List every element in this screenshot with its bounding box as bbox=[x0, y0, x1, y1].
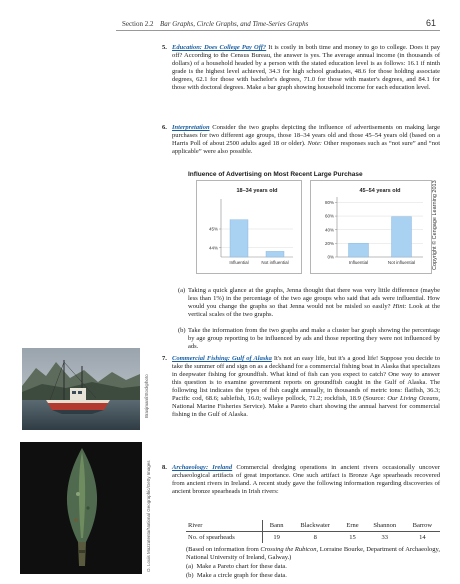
part-text: Take the information from the two graphs and make a cluster bar graph showing the percentage by age group reporting to be influenced by ads and those reporting they were not influenced by ads. bbox=[188, 327, 440, 350]
exercise-title: Archaeology: Ireland bbox=[172, 464, 233, 471]
chart-caption: Influence of Advertising on Most Recent Large Purchase bbox=[188, 171, 363, 178]
exercise-6 bbox=[162, 124, 440, 156]
exercise-8-part-b: (b) Make a circle graph for these data. bbox=[186, 572, 287, 579]
source-text: (Based on information from bbox=[186, 546, 261, 553]
exercise-8-part-a: (a) Make a Pareto chart for these data. bbox=[186, 563, 287, 570]
exercise-number: 5. bbox=[162, 44, 167, 51]
note-label: Note: bbox=[307, 140, 322, 147]
table-cell: 33 bbox=[381, 534, 388, 541]
exercise-7 bbox=[162, 355, 440, 419]
hint-label: Hint: bbox=[392, 303, 407, 310]
chart-title: 18–34 years old bbox=[236, 188, 278, 194]
photo-credit-spearhead: O. Louis Mazzatenta/National Geographic/Getty Images bbox=[146, 460, 151, 572]
table-cell: 19 bbox=[273, 534, 280, 541]
table-cell: 15 bbox=[349, 534, 356, 541]
table-header-cell: Shannon bbox=[365, 520, 405, 532]
table-header-cell: Barrow bbox=[405, 520, 440, 532]
page-number: 61 bbox=[426, 18, 437, 28]
table-header-row bbox=[186, 520, 440, 532]
table-header-cell: Bann bbox=[263, 520, 290, 532]
exercise-title: Commercial Fishing: Gulf of Alaska bbox=[172, 355, 272, 362]
chart-title: 45–54 years old bbox=[359, 188, 401, 194]
exercise-title: Interpretation bbox=[172, 124, 210, 131]
exercise-number: 6. bbox=[162, 124, 167, 131]
exercise-text: It is costly in both time and money to go to college. Does it pay off? According to the Census Bureau, the answer is yes. The average annual income (in thousands of dollars) of a household headed by a person with the stated education level is as follows: 16.1 if ninth grade is the highest level achieved, 34.3 for high school graduates, 48.6 for those holding associate degrees, 62.1 for those with bachelor's degrees, 71.0 for those with master's degrees, and 84.1 for those with doctoral degrees. Make a bar graph showing household income for each education level. bbox=[172, 44, 440, 91]
exercise-text: Consider the two graphs depicting the influence of advertisements on making large purchases for two different age groups, those 18–34 years old and those 45–54 years old (based on a Harris Poll of about 2500 adults aged 18 or older). bbox=[172, 124, 440, 147]
photo-credit-boat: Brasjman/iStockphoto bbox=[144, 374, 149, 418]
y-tick-label: 40% bbox=[324, 227, 334, 233]
exercise-8 bbox=[162, 464, 440, 496]
source-title: Our Living Oceans, bbox=[387, 395, 440, 402]
chart-panel-45-54 bbox=[310, 180, 432, 274]
bar-chart-45-54 bbox=[311, 181, 431, 273]
exercise-text: Other responses such as “not sure” and “not applicable” were also possible. bbox=[172, 140, 440, 155]
y-tick-label: 0% bbox=[327, 254, 334, 260]
exercise-number: 8. bbox=[162, 464, 167, 471]
source-title: Crossing the Rubicon, bbox=[260, 546, 319, 553]
bar-chart-18-34 bbox=[197, 181, 301, 273]
table-header-cell: Erne bbox=[340, 520, 364, 532]
x-tick-label: Not influential bbox=[261, 260, 289, 265]
table-header-cell: Blackwater bbox=[290, 520, 340, 532]
x-tick-label: Influential bbox=[348, 260, 369, 265]
spearhead-photo bbox=[20, 442, 142, 574]
exercise-6-part-a bbox=[178, 287, 440, 319]
exercise-title: Education: Does College Pay Off? bbox=[172, 44, 267, 51]
y-tick-label: 20% bbox=[324, 240, 334, 246]
x-tick-label: Influential bbox=[229, 260, 249, 265]
copyright-notice: Copyright © Cengage Learning 2013 bbox=[432, 180, 438, 270]
fishing-boat-photo bbox=[22, 348, 140, 430]
table-header-cell: River bbox=[186, 520, 263, 532]
part-text: Taking a quick glance at the graphs, Jenna thought that there was very little difference (maybe less than 1%) in the percentage of the two age groups who said that ads were influential. How would you change the graphs so that Jenna would not be misled so easily? bbox=[188, 287, 440, 310]
exercise-text: It's not an easy life, but it's a good life! Suppose you decide to take the summer off and sign on as a deckhand for a commercial fishing boat in Alaska that specializes in deepwater fishing for groundfish. What kind of fish can you expect to catch? One way to answer this question is to examine government reports on groundfish caught in the Gulf of Alaska. The following list indicates the types of fish caught annually, in thousands of metric tons: flatfish, 36.3; Pacific cod, 68.6; sablefish, 16.0; walleye pollock, 71.2; rockfish, 18.9 (Source: bbox=[172, 355, 440, 402]
table-cell: 8 bbox=[313, 534, 317, 541]
table-row bbox=[186, 532, 440, 544]
y-tick-label: 60% bbox=[324, 213, 334, 219]
bar bbox=[230, 220, 248, 257]
fishing-boat-image bbox=[22, 348, 140, 430]
spearhead-table bbox=[186, 520, 440, 543]
y-tick-label: 45% bbox=[208, 226, 218, 232]
part-label: (b) bbox=[178, 327, 186, 334]
x-tick-label: Not influential bbox=[387, 260, 416, 265]
exercise-5 bbox=[162, 44, 440, 92]
chart-panel-18-34 bbox=[196, 180, 302, 274]
bar bbox=[266, 251, 284, 257]
header-rule bbox=[116, 30, 440, 31]
exercise-number: 7. bbox=[162, 355, 167, 362]
exercise-text: National Marine Fisheries Service). Make a Pareto chart showing the annual harvest for commercial fishing in the Gulf of Alaska. bbox=[172, 403, 440, 418]
y-tick-label: 44% bbox=[208, 245, 218, 251]
exercise-6-part-b bbox=[178, 327, 440, 351]
table-cell: 14 bbox=[419, 534, 426, 541]
running-title: Bar Graphs, Circle Graphs, and Time-Series Graphs bbox=[160, 20, 309, 28]
bar bbox=[392, 217, 412, 257]
spearhead-image bbox=[20, 442, 142, 574]
part-label: (a) bbox=[178, 287, 186, 294]
exercise-8-source bbox=[186, 546, 440, 562]
table-row-label: No. of spearheads bbox=[186, 532, 263, 544]
source-text: Lorraine Bourke, Department of Archaeology, National University of Ireland, Galway.) bbox=[186, 546, 440, 561]
section-label: Section 2.2 bbox=[122, 20, 154, 28]
y-tick-label: 80% bbox=[324, 200, 334, 206]
bar bbox=[349, 243, 369, 257]
part-text: Look at the vertical scales of the two graphs. bbox=[188, 303, 440, 318]
exercise-text: Commercial dredging operations in ancient rivers occasionally uncover archaeological artifacts of great importance. One such artifact is Bronze Age spearheads recovered from ancient rivers in Ireland. A recent study gave the following information regarding discoveries of ancient bronze spearheads in Irish rivers: bbox=[172, 464, 440, 495]
